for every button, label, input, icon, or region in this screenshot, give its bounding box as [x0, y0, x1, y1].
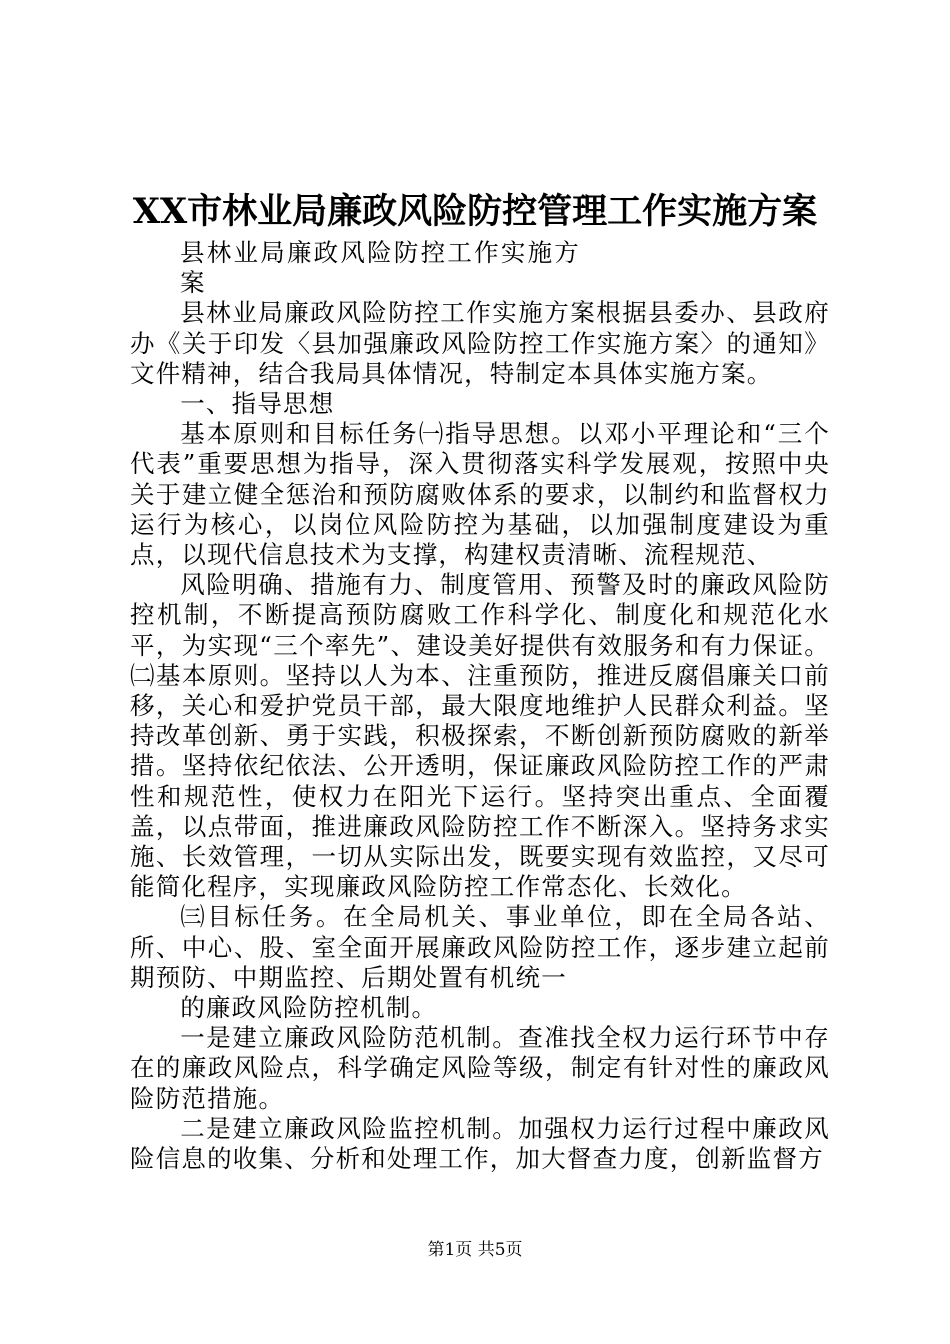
document-body [130, 238, 830, 1174]
paragraph-guiding-ideology: 基本原则和目标任务㈠指导思想。以邓小平理论和“三个代表”重要思想为指导，深入贯彻落实科学发展观，按照中央关于建立健全惩治和预防腐败体系的要求，以制约和监督权力运行为核心，以岗位风险防控为基础，以加强制度建设为重点，以现代信息技术为支撑，构建权责清晰、流程规范、 [130, 419, 830, 570]
paragraph-target-tasks: ㈢目标任务。在全局机关、事业单位，即在全局各站、所、中心、股、室全面开展廉政风险防控工作，逐步建立起前期预防、中期监控、后期处置有机统一 [130, 902, 830, 992]
page-footer: 第1页 共5页 [427, 1240, 523, 1260]
document-subtitle: 县林业局廉政风险防控工作实施方案 [180, 238, 580, 298]
section-heading-guiding-ideology: 一、指导思想 [180, 389, 335, 419]
paragraph-monitoring-mechanism: 二是建立廉政风险监控机制。加强权力运行过程中廉政风险信息的收集、分析和处理工作，加大督查力度，创新监督方 [130, 1113, 830, 1174]
document-title: XX市林业局廉政风险防控管理工作实施方案 [132, 191, 818, 232]
paragraph-mechanism: 的廉政风险防控机制。 [180, 993, 438, 1023]
paragraph-intro: 县林业局廉政风险防控工作实施方案根据县委办、县政府办《关于印发〈县加强廉政风险防控工作实施方案〉的通知》文件精神，结合我局具体情况，特制定本具体实施方案。 [130, 298, 830, 388]
paragraph-basic-principles: 风险明确、措施有力、制度管用、预警及时的廉政风险防控机制，不断提高预防腐败工作科学化、制度化和规范化水平，为实现“三个率先”、建设美好提供有效服务和有力保证。㈡基本原则。坚持以人为本、注重预防，推进反腐倡廉关口前移，关心和爱护党员干部，最大限度地维护人民群众利益。坚持改革创新、勇于实践，积极探索，不断创新预防腐败的新举措。坚持依纪依法、公开透明，保证廉政风险防控工作的严肃性和规范性，使权力在阳光下运行。坚持突出重点、全面覆盖，以点带面，推进廉政风险防控工作不断深入。坚持务求实施、长效管理，一切从实际出发，既要实现有效监控，又尽可能简化程序，实现廉政风险防控工作常态化、长效化。 [130, 570, 830, 902]
paragraph-prevention-mechanism: 一是建立廉政风险防范机制。查准找全权力运行环节中存在的廉政风险点，科学确定风险等级，制定有针对性的廉政风险防范措施。 [130, 1023, 830, 1113]
